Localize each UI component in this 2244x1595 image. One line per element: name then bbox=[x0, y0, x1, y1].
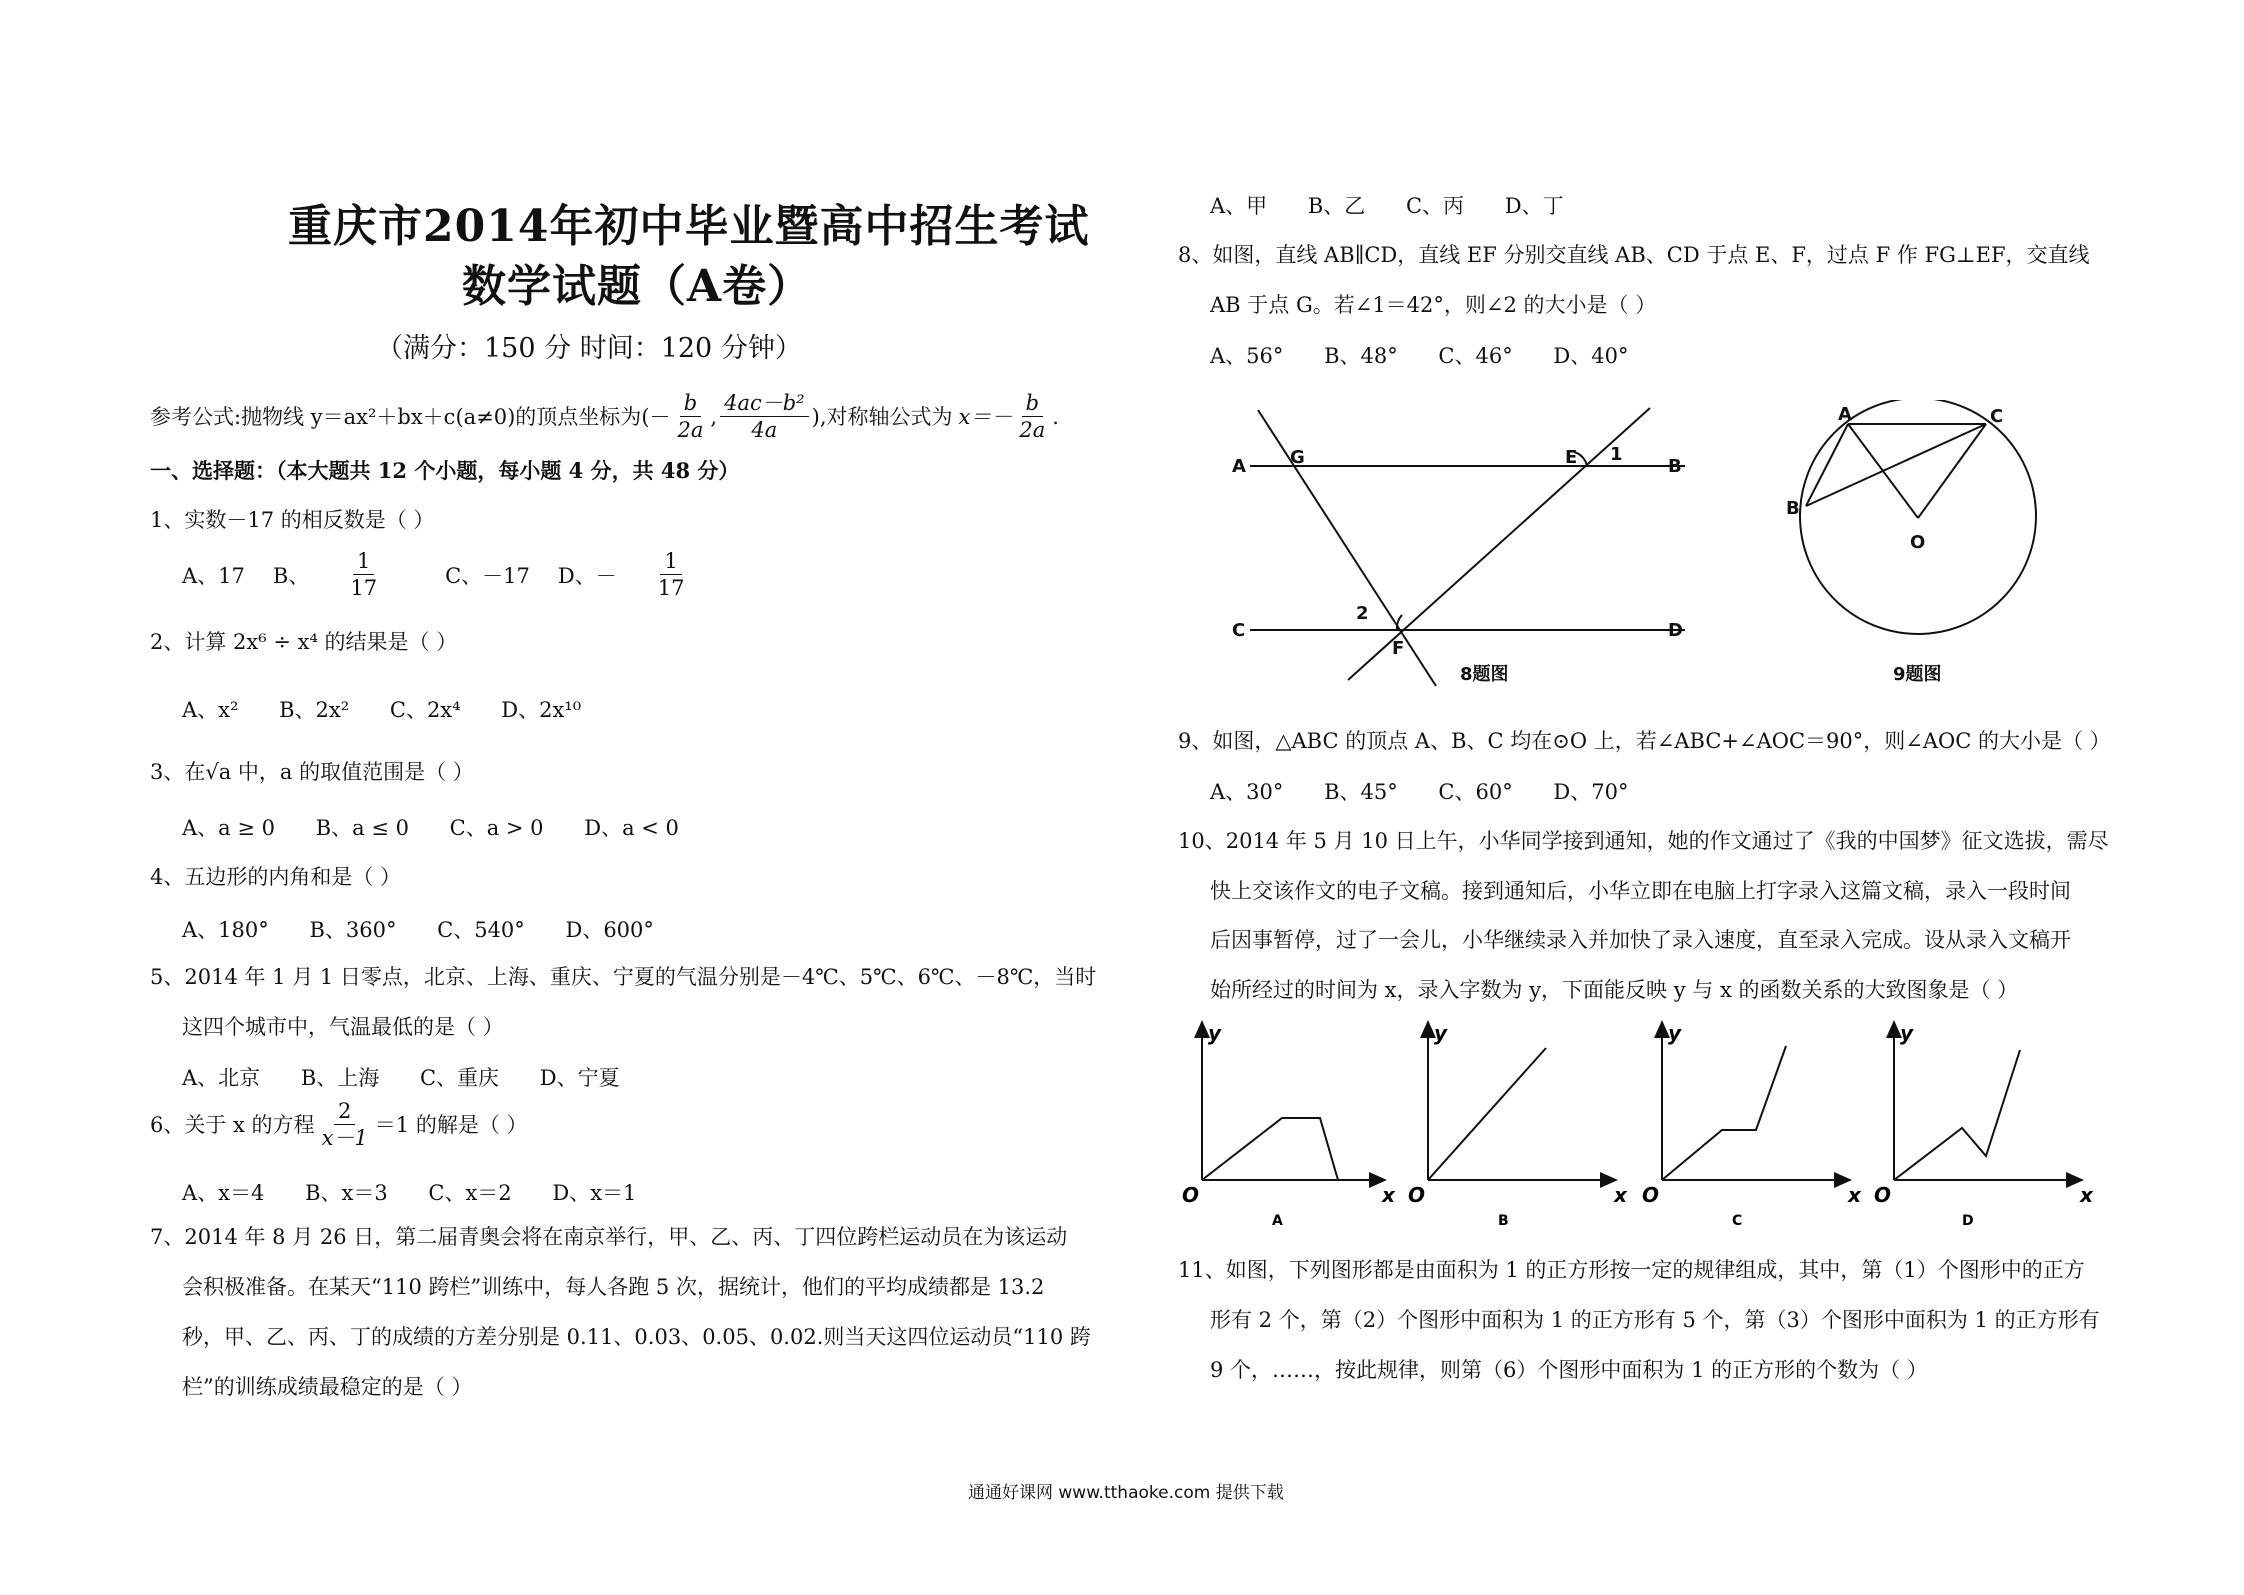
question-5-options bbox=[182, 1062, 654, 1092]
graph-b-x-label: x bbox=[1614, 1183, 1627, 1207]
graph-c-x-label: x bbox=[1848, 1183, 1861, 1207]
fig8-label-g: G bbox=[1290, 447, 1305, 468]
q5-option-a: A、北京 bbox=[182, 1066, 261, 1090]
q4-option-c: C、540° bbox=[437, 918, 525, 942]
exam-subtitle: 数学试题（A卷） bbox=[462, 261, 813, 312]
graph-d-y-label: y bbox=[1900, 1021, 1914, 1045]
fig9-label-c: C bbox=[1990, 406, 2004, 427]
reference-formula: 参考公式:抛物线 y＝ax²＋bx＋c(a≠0)的顶点坐标为 (－ $\frac{b}{2a}$ , $\frac{\text{4ac－b²}}{4a}$ ) ,对称轴公式为 x＝－ $\frac{b}{2a}$ . bbox=[150, 391, 1059, 442]
question-8-line-2: AB 于点 G。若∠1＝42°，则∠2 的大小是（ ） bbox=[1210, 293, 1657, 317]
q8-option-b: B、48° bbox=[1324, 344, 1398, 368]
q5-option-c: C、重庆 bbox=[419, 1066, 500, 1090]
question-7-line-1: 7、2014 年 8 月 26 日，第二届青奥会将在南京举行，甲、乙、丙、丁四位跨栏运动员在为该运动 bbox=[150, 1225, 1068, 1249]
q7-option-a: A、甲 bbox=[1210, 194, 1268, 218]
fig8-label-f: F bbox=[1392, 638, 1405, 659]
q6-fraction: $\frac{2}{x-1}$ bbox=[321, 1099, 368, 1150]
fig8-label-d: D bbox=[1668, 620, 1683, 641]
q2-option-c: C、2x⁴ bbox=[389, 698, 461, 722]
graph-d-caption: D bbox=[1962, 1213, 1974, 1229]
question-11-line-3: 9 个，……，按此规律，则第（6）个图形中面积为 1 的正方形的个数为（ ） bbox=[1210, 1358, 1928, 1382]
formula-f1-den: 2a bbox=[677, 418, 704, 442]
formula-fraction-2 bbox=[720, 390, 809, 443]
graph-d-x-label: x bbox=[2080, 1183, 2093, 1207]
q6-option-d: D、x＝1 bbox=[552, 1181, 637, 1205]
formula-fraction-1 bbox=[674, 390, 708, 443]
q9-option-d: D、70° bbox=[1553, 780, 1629, 804]
q7-option-d: D、丁 bbox=[1504, 194, 1564, 218]
question-6-options bbox=[182, 1177, 670, 1207]
graph-b bbox=[1408, 1021, 1628, 1229]
question-10-line-3: 后因事暂停，过了一会儿，小华继续录入并加快了录入速度，直至录入完成。设从录入文稿开 bbox=[1210, 928, 2071, 952]
q1-option-b-frac: $\frac{1}{17}$ bbox=[350, 549, 378, 600]
q1-option-a: A、17 bbox=[182, 563, 245, 588]
formula-end: . bbox=[1052, 404, 1059, 429]
q5-option-b: B、上海 bbox=[300, 1066, 380, 1090]
fig9-label-a: A bbox=[1838, 404, 1852, 425]
question-10-line-4: 始所经过的时间为 x，录入字数为 y，下面能反映 y 与 x 的函数关系的大致图象是（ ） bbox=[1210, 978, 2019, 1002]
q6-option-b: B、x＝3 bbox=[305, 1181, 388, 1205]
fig9-label-o: O bbox=[1910, 532, 1926, 553]
question-1-options bbox=[182, 548, 756, 601]
graph-a-curve bbox=[1202, 1118, 1338, 1180]
graph-b-y-label: y bbox=[1434, 1021, 1448, 1045]
question-4-stem: 4、五边形的内角和是（ ） bbox=[150, 865, 402, 889]
formula-axis-prefix: x＝－ bbox=[958, 404, 1013, 429]
question-10-line-1: 10、2014 年 5 月 10 日上午，小华同学接到通知，她的作文通过了《我的中国梦》征文选拔，需尽 bbox=[1178, 829, 2109, 853]
q9-option-c: C、60° bbox=[1438, 780, 1513, 804]
q8-option-c: C、46° bbox=[1438, 344, 1513, 368]
figure-8 bbox=[1220, 400, 1720, 700]
formula-prefix: 参考公式:抛物线 y＝ax²＋bx＋c(a≠0)的顶点坐标为 bbox=[150, 404, 642, 429]
q9-option-b: B、45° bbox=[1324, 780, 1398, 804]
fig8-label-c: C bbox=[1232, 620, 1246, 641]
q4-option-d: D、600° bbox=[565, 918, 654, 942]
fig8-label-e: E bbox=[1565, 447, 1578, 468]
q7-option-b: B、乙 bbox=[1307, 194, 1366, 218]
question-7-line-2: 会积极准备。在某天“110 跨栏”训练中，每人各跑 5 次，据统计，他们的平均成绩都是 13.2 bbox=[182, 1275, 1045, 1299]
formula-f2-den: 4a bbox=[751, 418, 778, 442]
formula-f1-num: b bbox=[680, 390, 701, 417]
q9-option-a: A、30° bbox=[1210, 780, 1284, 804]
formula-f3-den: 2a bbox=[1019, 418, 1046, 442]
q7-option-c: C、丙 bbox=[1405, 194, 1465, 218]
graph-c-y-label: y bbox=[1668, 1021, 1682, 1045]
graph-d-origin: O bbox=[1874, 1183, 1892, 1207]
question-2-stem: 2、计算 2x⁶ ÷ x⁴ 的结果是（ ） bbox=[150, 630, 458, 654]
q1-option-d-frac: $\frac{1}{17}$ bbox=[657, 549, 685, 600]
q1-option-b-label: B、 bbox=[272, 563, 310, 588]
seg-ao bbox=[1848, 424, 1918, 518]
graph-d bbox=[1874, 1021, 2094, 1229]
section-heading: 一、选择题：（本大题共 12 个小题，每小题 4 分，共 48 分） bbox=[150, 458, 740, 483]
question-9-line-1: 9、如图，△ABC 的顶点 A、B、C 均在⊙O 上，若∠ABC+∠AOC＝90°，则∠AOC 的大小是（ ） bbox=[1178, 729, 2111, 753]
q4-option-a: A、180° bbox=[182, 918, 269, 942]
q6-post: ＝1 的解是（ ） bbox=[374, 1112, 528, 1137]
formula-fraction-3 bbox=[1015, 390, 1049, 443]
graph-a-y-label: y bbox=[1208, 1021, 1222, 1045]
q6-option-a: A、x＝4 bbox=[182, 1181, 265, 1205]
question-2-options bbox=[182, 694, 615, 724]
q4-option-b: B、360° bbox=[309, 918, 397, 942]
graph-c-origin: O bbox=[1642, 1183, 1660, 1207]
graph-a-x-label: x bbox=[1382, 1183, 1395, 1207]
q1-option-d-label: D、－ bbox=[557, 563, 617, 588]
q3-option-b: B、a ≤ 0 bbox=[315, 816, 409, 840]
fig8-caption: 8题图 bbox=[1460, 664, 1509, 685]
formula-f2-num: 4ac－b² bbox=[720, 390, 809, 417]
q2-option-a: A、x² bbox=[182, 698, 239, 722]
question-1-stem: 1、实数－17 的相反数是（ ） bbox=[150, 508, 435, 532]
question-7-line-4: 栏”的训练成绩最稳定的是（ ） bbox=[182, 1375, 473, 1399]
question-11-line-2: 形有 2 个，第（2）个图形中面积为 1 的正方形有 5 个，第（3）个图形中面积为 1 的正方形有 bbox=[1210, 1308, 2100, 1332]
seg-bc bbox=[1806, 424, 1986, 506]
q3-option-a: A、a ≥ 0 bbox=[182, 816, 275, 840]
page-footer: 通通好课网 www.tthaoke.com 提供下载 bbox=[968, 1483, 1284, 1503]
q6-pre: 6、关于 x 的方程 bbox=[150, 1112, 315, 1137]
question-5-line-2: 这四个城市中，气温最低的是（ ） bbox=[182, 1015, 504, 1039]
question-5-line-1: 5、2014 年 1 月 1 日零点，北京、上海、重庆、宁夏的气温分别是－4℃、5℃、6℃、－8℃，当时 bbox=[150, 965, 1097, 989]
fig8-label-1: 1 bbox=[1610, 444, 1623, 465]
question-7-line-3: 秒，甲、乙、丙、丁的成绩的方差分别是 0.11、0.03、0.05、0.02.则当天这四位运动员“110 跨 bbox=[182, 1325, 1091, 1349]
question-3-options bbox=[182, 812, 713, 842]
graph-c bbox=[1642, 1021, 1862, 1229]
question-8-options bbox=[1210, 340, 1662, 370]
question-3-stem: 3、在√a 中，a 的取值范围是（ ） bbox=[150, 760, 474, 784]
fig8-label-2: 2 bbox=[1356, 603, 1369, 624]
question-10-line-2: 快上交该作文的电子文稿。接到通知后，小华立即在电脑上打字录入这篇文稿，录入一段时间 bbox=[1210, 879, 2071, 903]
exam-title: 重庆市2014年初中毕业暨高中招生考试 bbox=[288, 201, 1090, 252]
figure-9 bbox=[1780, 400, 2060, 700]
graph-c-curve bbox=[1662, 1046, 1786, 1180]
graph-a-origin: O bbox=[1182, 1183, 1200, 1207]
graph-b-curve bbox=[1428, 1048, 1546, 1180]
q2-option-d: D、2x¹⁰ bbox=[501, 698, 582, 722]
question-11-line-1: 11、如图，下列图形都是由面积为 1 的正方形按一定的规律组成，其中，第（1）个图形中的正方 bbox=[1178, 1258, 2085, 1282]
q6-option-c: C、x＝2 bbox=[428, 1181, 512, 1205]
formula-f3-num: b bbox=[1022, 390, 1043, 417]
question-10-graphs bbox=[1170, 1010, 2110, 1250]
question-4-options bbox=[182, 914, 688, 944]
question-8-line-1: 8、如图，直线 AB∥CD，直线 EF 分别交直线 AB、CD 于点 E、F，过点 F 作 FG⊥EF，交直线 bbox=[1178, 243, 2090, 267]
q3-option-d: D、a < 0 bbox=[584, 816, 679, 840]
question-7-options bbox=[1210, 190, 1598, 220]
fig9-label-b: B bbox=[1786, 498, 1800, 519]
graph-d-curve bbox=[1894, 1050, 2020, 1180]
q5-option-d: D、宁夏 bbox=[539, 1066, 620, 1090]
exam-meta: （满分：150 分 时间：120 分钟） bbox=[376, 333, 802, 364]
line-fg bbox=[1258, 410, 1436, 686]
graph-b-caption: B bbox=[1498, 1213, 1509, 1229]
graph-c-caption: C bbox=[1732, 1213, 1743, 1229]
q2-option-b: B、2x² bbox=[279, 698, 350, 722]
fig9-caption: 9题图 bbox=[1893, 664, 1942, 685]
formula-mid: ,对称轴公式为 bbox=[819, 404, 953, 429]
fig8-label-b: B bbox=[1668, 456, 1682, 477]
q1-option-c: C、－17 bbox=[445, 563, 530, 588]
graph-a bbox=[1182, 1021, 1396, 1229]
seg-co bbox=[1918, 424, 1986, 518]
graph-a-caption: A bbox=[1272, 1213, 1283, 1229]
question-6-stem bbox=[150, 1098, 528, 1151]
q8-option-a: A、56° bbox=[1210, 344, 1284, 368]
q3-option-c: C、a > 0 bbox=[449, 816, 544, 840]
q8-option-d: D、40° bbox=[1553, 344, 1629, 368]
fig8-label-a: A bbox=[1232, 456, 1246, 477]
question-9-options bbox=[1210, 776, 1662, 806]
graph-b-origin: O bbox=[1408, 1183, 1426, 1207]
